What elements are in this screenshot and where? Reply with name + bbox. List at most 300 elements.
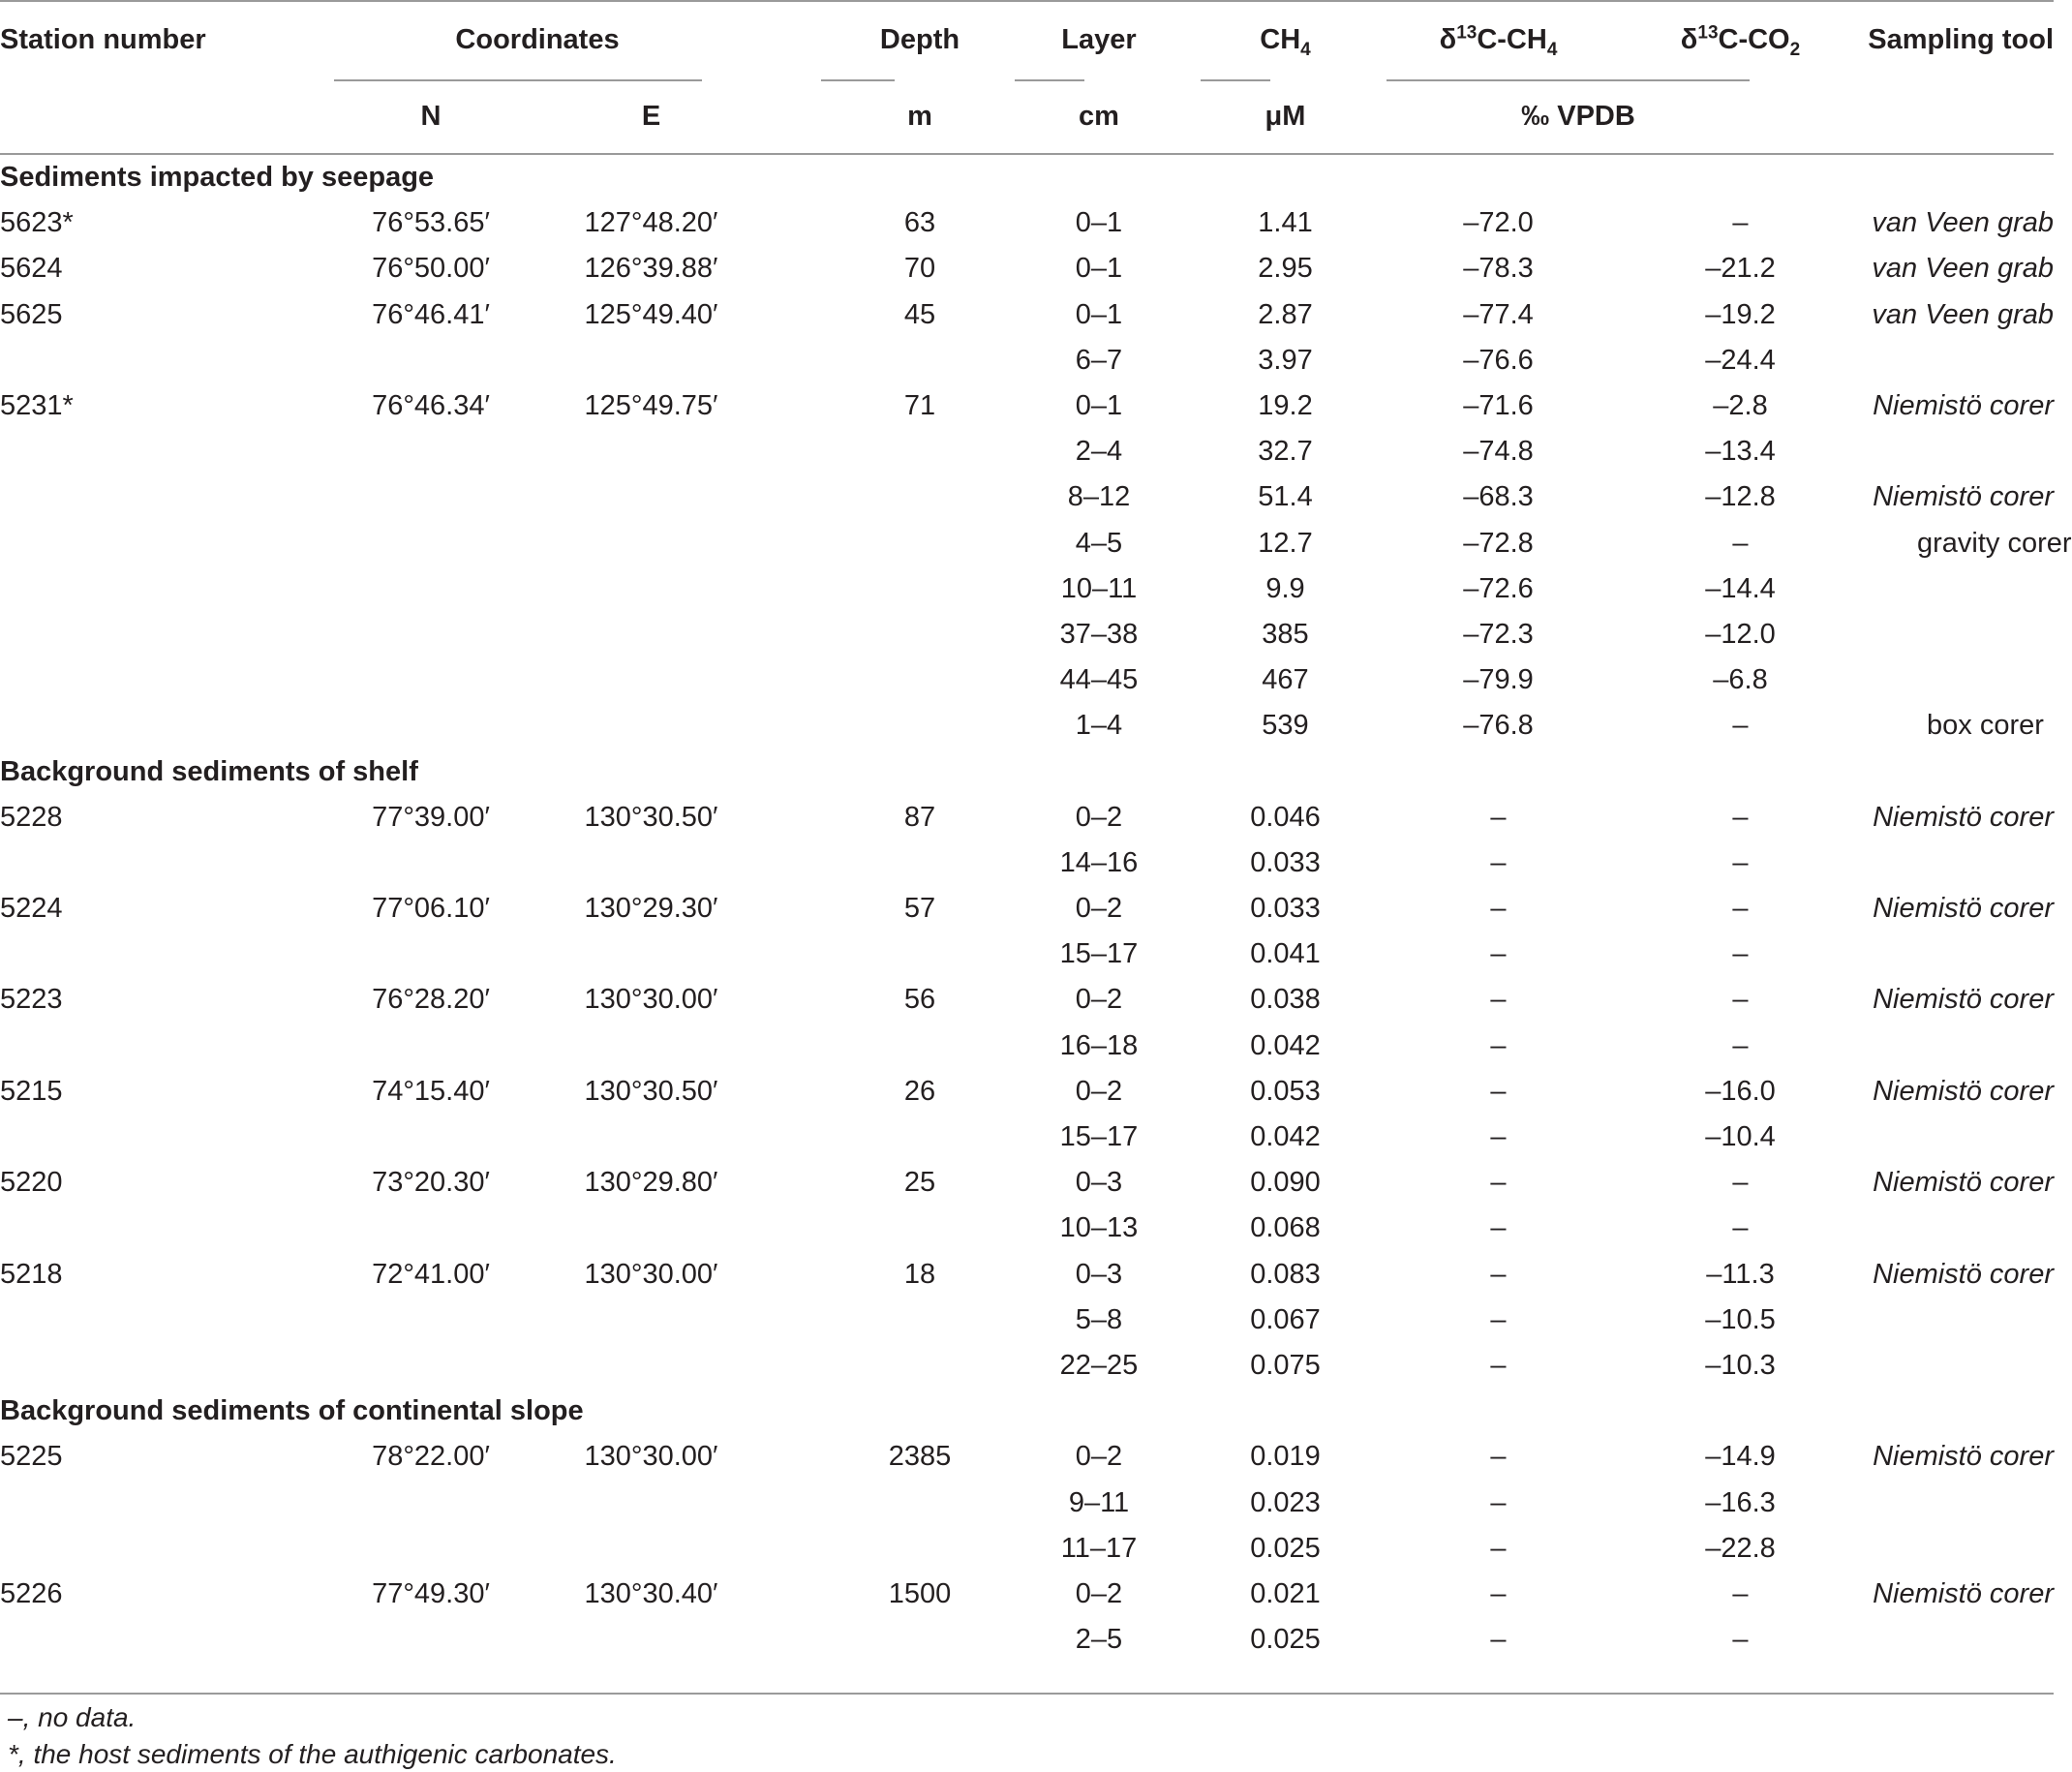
cell-lon-e: 125°49.40′: [584, 298, 718, 330]
cell-d13c-co2: –: [1732, 527, 1749, 559]
cell-ch4: 32.7: [1258, 436, 1313, 468]
cell-ch4: 0.019: [1250, 1441, 1321, 1473]
cell-station: [0, 1343, 320, 1389]
cell-depth: [799, 338, 1002, 383]
header-station-number: Station number: [0, 23, 206, 55]
cell-lat-n: [320, 703, 562, 749]
header-d13c-ch4-sub: 4: [1546, 39, 1558, 60]
cell-station: 5225: [0, 1441, 63, 1473]
cell-layer: 1–4: [1075, 710, 1123, 742]
cell-lat-n: [320, 657, 562, 703]
table-row: [0, 1617, 2054, 1663]
cell-ch4: 0.025: [1250, 1624, 1321, 1656]
cell-sampling-tool: [1859, 338, 2054, 383]
layer-rule: [1015, 79, 1084, 81]
cell-sampling-tool: [1859, 1023, 2054, 1069]
cell-lat-n: [320, 1206, 562, 1251]
header-d13c-co2-sub: 2: [1789, 39, 1801, 60]
header-layer-unit: cm: [1002, 79, 1196, 154]
table-row: [0, 200, 2054, 246]
cell-lon-e: [562, 521, 799, 566]
cell-layer: 15–17: [1059, 938, 1139, 970]
cell-ch4: 0.067: [1250, 1303, 1321, 1335]
header-coordinates: [320, 0, 799, 79]
cell-sampling-tool: [1859, 1480, 2054, 1525]
cell-d13c-ch4: –: [1490, 1258, 1507, 1290]
table-row: [0, 703, 2054, 749]
cell-lon-e: [562, 1526, 799, 1572]
cell-d13c-co2: –: [1732, 1167, 1749, 1199]
cell-depth: [799, 1298, 1002, 1343]
cell-station: 5228: [0, 801, 63, 833]
cell-lat-n: [320, 1480, 562, 1525]
cell-layer: 2–4: [1075, 436, 1123, 468]
cell-depth: 63: [903, 207, 936, 239]
cell-lat-n: [320, 1298, 562, 1343]
cell-ch4: 3.97: [1258, 344, 1313, 376]
table-row: [0, 1115, 2054, 1160]
cell-d13c-co2: –: [1732, 207, 1749, 239]
cell-d13c-ch4: –: [1490, 1624, 1507, 1656]
cell-lon-e: 126°39.88′: [584, 253, 718, 285]
cell-layer: 4–5: [1075, 527, 1123, 559]
cell-ch4: 0.090: [1250, 1167, 1321, 1199]
table-row: [0, 1160, 2054, 1206]
header-d13c-co2-sup: 13: [1697, 21, 1719, 43]
cell-d13c-ch4: –: [1490, 1532, 1507, 1564]
cell-lon-e: [562, 703, 799, 749]
cell-lat-n: [320, 1343, 562, 1389]
header-n: N: [320, 79, 562, 154]
cell-sampling-tool: [1859, 1298, 2054, 1343]
cell-lon-e: 130°30.50′: [584, 1075, 718, 1107]
header-ch4: [1196, 0, 1375, 79]
section-header: [0, 1389, 2054, 1434]
cell-ch4: 0.038: [1250, 984, 1321, 1016]
cell-d13c-co2: –16.3: [1705, 1486, 1776, 1518]
cell-station: [0, 474, 320, 520]
cell-station: [0, 703, 320, 749]
cell-sampling-tool: [1859, 840, 2054, 886]
table-header: [0, 0, 2054, 154]
cell-layer: 8–12: [1067, 481, 1131, 513]
cell-lon-e: 130°29.80′: [584, 1167, 718, 1199]
cell-sampling-tool: [1859, 1617, 2054, 1663]
cell-lat-n: [320, 338, 562, 383]
cell-layer: 0–2: [1075, 1577, 1123, 1609]
cell-d13c-co2: –: [1732, 1212, 1749, 1244]
cell-lon-e: [562, 1480, 799, 1525]
cell-depth: 70: [903, 253, 936, 285]
header-d13c-ch4-sup: 13: [1456, 21, 1478, 43]
cell-depth: 2385: [888, 1441, 952, 1473]
cell-depth: 56: [903, 984, 936, 1016]
cell-layer: 10–11: [1060, 572, 1138, 604]
cell-d13c-ch4: –: [1490, 1212, 1507, 1244]
cell-layer: 0–1: [1075, 253, 1123, 285]
cell-lat-n: 77°39.00′: [372, 801, 490, 833]
cell-station: 5218: [0, 1258, 63, 1290]
cell-station: 5220: [0, 1167, 63, 1199]
cell-lat-n: 76°46.34′: [372, 390, 490, 422]
cell-depth: [799, 840, 1002, 886]
cell-layer: 6–7: [1075, 344, 1123, 376]
cell-depth: [799, 429, 1002, 474]
table-row: [0, 1480, 2054, 1525]
header-d13c-ch4-delta: δ: [1439, 23, 1457, 55]
cell-lon-e: [562, 1298, 799, 1343]
cell-depth: 25: [903, 1167, 936, 1199]
cell-lat-n: [320, 840, 562, 886]
cell-lon-e: [562, 429, 799, 474]
cell-station: [0, 657, 320, 703]
table-row: [0, 1206, 2054, 1251]
section-title: Background sediments of continental slope: [0, 1395, 584, 1427]
cell-sampling-tool: [1859, 657, 2054, 703]
cell-lat-n: 74°15.40′: [372, 1075, 490, 1107]
cell-layer: 0–1: [1075, 207, 1123, 239]
cell-ch4: 0.053: [1250, 1075, 1321, 1107]
cell-d13c-ch4: –: [1490, 1303, 1507, 1335]
table-row: [0, 246, 2054, 291]
cell-lat-n: [320, 521, 562, 566]
cell-lon-e: [562, 1023, 799, 1069]
cell-lon-e: [562, 657, 799, 703]
cell-d13c-ch4: –: [1490, 938, 1507, 970]
cell-ch4: 0.083: [1250, 1258, 1321, 1290]
header-d13c-co2-delta: δ: [1680, 23, 1698, 55]
table-row: [0, 1298, 2054, 1343]
cell-station: [0, 1115, 320, 1160]
header-ch4-sub: 4: [1300, 39, 1311, 60]
cell-d13c-ch4: –74.8: [1463, 436, 1534, 468]
cell-depth: [799, 657, 1002, 703]
cell-lon-e: [562, 338, 799, 383]
cell-depth: [799, 566, 1002, 612]
cell-d13c-co2: –16.0: [1705, 1075, 1776, 1107]
cell-sampling-tool: Niemistö corer: [1873, 390, 2054, 422]
header-blank: [0, 79, 320, 154]
cell-d13c-ch4: –: [1490, 801, 1507, 833]
header-top-rule: [0, 0, 2054, 2]
cell-lat-n: [320, 612, 562, 657]
coordinates-rule: [334, 79, 702, 81]
cell-layer: 0–1: [1075, 390, 1123, 422]
cell-sampling-tool: Niemistö corer: [1873, 1258, 2054, 1290]
cell-lon-e: 130°30.00′: [584, 984, 718, 1016]
cell-d13c-ch4: –: [1490, 1121, 1507, 1153]
cell-d13c-co2: –12.0: [1705, 618, 1776, 650]
header-d13c-co2: [1622, 0, 1859, 79]
cell-ch4: 385: [1262, 618, 1309, 650]
cell-layer: 0–2: [1075, 893, 1123, 925]
cell-d13c-ch4: –68.3: [1463, 481, 1534, 513]
cell-layer: 2–5: [1075, 1624, 1123, 1656]
cell-sampling-tool: box corer: [1927, 710, 2044, 742]
cell-lat-n: [320, 429, 562, 474]
cell-d13c-ch4: –: [1490, 984, 1507, 1016]
cell-d13c-ch4: –76.6: [1463, 344, 1534, 376]
cell-station: 5623*: [0, 207, 74, 239]
cell-depth: [799, 1617, 1002, 1663]
table-row: [0, 1434, 2054, 1480]
cell-depth: 87: [903, 801, 936, 833]
table-row: [0, 1023, 2054, 1069]
cell-lat-n: 76°46.41′: [372, 298, 490, 330]
cell-d13c-ch4: –: [1490, 846, 1507, 878]
table-bottom-rule: [0, 1693, 2054, 1695]
cell-station: 5624: [0, 253, 63, 285]
cell-d13c-ch4: –: [1490, 1486, 1507, 1518]
table-row: [0, 795, 2054, 840]
cell-d13c-co2: –21.2: [1705, 253, 1776, 285]
cell-d13c-ch4: –: [1490, 1349, 1507, 1381]
cell-station: [0, 429, 320, 474]
cell-sampling-tool: [1859, 1343, 2054, 1389]
cell-sampling-tool: van Veen grab: [1872, 207, 2054, 239]
cell-ch4: 51.4: [1258, 481, 1313, 513]
cell-depth: 71: [903, 390, 936, 422]
table-row: [0, 383, 2054, 429]
cell-d13c-ch4: –72.6: [1463, 572, 1534, 604]
cell-sampling-tool: [1859, 932, 2054, 977]
cell-lat-n: 76°28.20′: [372, 984, 490, 1016]
table-row: [0, 521, 2054, 566]
cell-layer: 44–45: [1059, 664, 1139, 696]
cell-station: 5223: [0, 984, 63, 1016]
cell-d13c-co2: –14.9: [1705, 1441, 1776, 1473]
table-row: [0, 566, 2054, 612]
cell-station: 5226: [0, 1577, 63, 1609]
cell-depth: [799, 703, 1002, 749]
cell-lon-e: [562, 1617, 799, 1663]
cell-d13c-co2: –10.3: [1705, 1349, 1776, 1381]
cell-d13c-co2: –11.3: [1706, 1258, 1775, 1290]
cell-d13c-ch4: –: [1490, 1577, 1507, 1609]
table-row: [0, 932, 2054, 977]
cell-lat-n: [320, 1023, 562, 1069]
cell-depth: [799, 612, 1002, 657]
cell-lon-e: 130°30.50′: [584, 801, 718, 833]
header-coordinates-label: Coordinates: [455, 23, 620, 55]
table-row: [0, 338, 2054, 383]
cell-sampling-tool: van Veen grab: [1872, 298, 2054, 330]
cell-depth: 18: [903, 1258, 936, 1290]
cell-depth: 57: [903, 893, 936, 925]
table-row: [0, 474, 2054, 520]
header-layer: Layer: [1061, 23, 1137, 55]
cell-station: [0, 612, 320, 657]
cell-lat-n: 76°53.65′: [372, 207, 490, 239]
cell-sampling-tool: [1859, 566, 2054, 612]
cell-depth: [799, 1115, 1002, 1160]
cell-lat-n: 72°41.00′: [372, 1258, 490, 1290]
cell-depth: [799, 474, 1002, 520]
cell-sampling-tool: [1859, 1206, 2054, 1251]
cell-lat-n: 73°20.30′: [372, 1167, 490, 1199]
section-header: [0, 749, 2054, 794]
cell-d13c-co2: –12.8: [1705, 481, 1776, 513]
cell-layer: 14–16: [1059, 846, 1139, 878]
cell-lat-n: [320, 566, 562, 612]
table-body: [0, 154, 2072, 1663]
cell-d13c-ch4: –79.9: [1463, 664, 1534, 696]
cell-sampling-tool: van Veen grab: [1872, 253, 2054, 285]
cell-d13c-ch4: –: [1490, 1029, 1507, 1061]
cell-d13c-ch4: –: [1490, 1441, 1507, 1473]
section-header: [0, 154, 2054, 200]
header-d13c-ch4: [1375, 0, 1622, 79]
cell-sampling-tool: Niemistö corer: [1873, 481, 2054, 513]
cell-ch4: 0.025: [1250, 1532, 1321, 1564]
cell-sampling-tool: Niemistö corer: [1873, 1577, 2054, 1609]
cell-d13c-co2: –14.4: [1705, 572, 1776, 604]
cell-d13c-ch4: –77.4: [1463, 298, 1534, 330]
cell-d13c-ch4: –: [1490, 1167, 1507, 1199]
cell-d13c-co2: –10.5: [1705, 1303, 1776, 1335]
cell-sampling-tool: Niemistö corer: [1873, 1167, 2054, 1199]
cell-lat-n: [320, 932, 562, 977]
cell-station: [0, 1526, 320, 1572]
cell-layer: 5–8: [1075, 1303, 1123, 1335]
cell-lon-e: 130°30.00′: [584, 1441, 718, 1473]
cell-station: [0, 1298, 320, 1343]
table-row: [0, 1343, 2054, 1389]
cell-ch4: 0.075: [1250, 1349, 1321, 1381]
header-blank-tool: [1859, 79, 2054, 154]
table-row: [0, 886, 2054, 932]
cell-station: [0, 566, 320, 612]
cell-layer: 0–2: [1075, 1075, 1123, 1107]
cell-depth: 1500: [888, 1577, 952, 1609]
cell-depth: [799, 1023, 1002, 1069]
cell-sampling-tool: Niemistö corer: [1873, 893, 2054, 925]
cell-depth: [799, 521, 1002, 566]
cell-sampling-tool: Niemistö corer: [1873, 984, 2054, 1016]
cell-lat-n: 76°50.00′: [372, 253, 490, 285]
cell-depth: [799, 1480, 1002, 1525]
cell-layer: 0–2: [1075, 801, 1123, 833]
header-sampling-tool: Sampling tool: [1868, 23, 2054, 55]
cell-d13c-ch4: –78.3: [1463, 253, 1534, 285]
cell-lat-n: [320, 1115, 562, 1160]
cell-lon-e: 130°29.30′: [584, 893, 718, 925]
cell-d13c-co2: –10.4: [1705, 1121, 1776, 1153]
cell-station: 5625: [0, 298, 63, 330]
cell-station: [0, 1617, 320, 1663]
cell-layer: 0–2: [1075, 984, 1123, 1016]
cell-ch4: 0.023: [1250, 1486, 1321, 1518]
cell-d13c-co2: –: [1732, 801, 1749, 833]
cell-layer: 0–2: [1075, 1441, 1123, 1473]
cell-sampling-tool: [1859, 429, 2054, 474]
cell-sampling-tool: [1859, 612, 2054, 657]
cell-depth: [799, 1343, 1002, 1389]
cell-lon-e: [562, 474, 799, 520]
table-row: [0, 429, 2054, 474]
cell-sampling-tool: [1859, 1115, 2054, 1160]
cell-d13c-co2: –2.8: [1713, 390, 1768, 422]
cell-sampling-tool: Niemistö corer: [1873, 1441, 2054, 1473]
cell-ch4: 2.87: [1258, 298, 1313, 330]
header-ch4-unit: μM: [1196, 79, 1375, 154]
header-ch4-text: CH: [1260, 23, 1301, 55]
cell-layer: 11–17: [1060, 1532, 1138, 1564]
cell-ch4: 0.068: [1250, 1212, 1321, 1244]
cell-d13c-ch4: –72.0: [1463, 207, 1534, 239]
cell-d13c-co2: –: [1732, 1029, 1749, 1061]
cell-layer: 9–11: [1068, 1486, 1130, 1518]
cell-d13c-co2: –24.4: [1705, 344, 1776, 376]
cell-d13c-ch4: –72.3: [1463, 618, 1534, 650]
table-row: [0, 1252, 2054, 1298]
cell-lon-e: [562, 612, 799, 657]
table-row: [0, 977, 2054, 1023]
cell-d13c-ch4: –: [1490, 1075, 1507, 1107]
cell-station: [0, 840, 320, 886]
cell-d13c-co2: –: [1732, 846, 1749, 878]
table-row: [0, 1572, 2054, 1617]
cell-layer: 0–3: [1075, 1167, 1123, 1199]
cell-layer: 10–13: [1059, 1212, 1139, 1244]
table-row: [0, 1069, 2054, 1115]
cell-depth: [799, 1526, 1002, 1572]
cell-ch4: 0.033: [1250, 893, 1321, 925]
cell-station: [0, 1206, 320, 1251]
ch4-rule: [1201, 79, 1270, 81]
cell-d13c-co2: –19.2: [1705, 298, 1776, 330]
cell-sampling-tool: gravity corer: [1917, 527, 2072, 559]
cell-d13c-co2: –: [1732, 1577, 1749, 1609]
depth-rule: [821, 79, 895, 81]
cell-d13c-co2: –: [1732, 710, 1749, 742]
cell-d13c-co2: –: [1732, 984, 1749, 1016]
header-isotope-unit: ‰ VPDB: [1375, 79, 1859, 154]
cell-layer: 0–3: [1075, 1258, 1123, 1290]
cell-lon-e: [562, 932, 799, 977]
header-e: E: [562, 79, 799, 154]
section-title: Sediments impacted by seepage: [0, 162, 435, 194]
section-title: Background sediments of shelf: [0, 755, 418, 787]
footnote-host-sediments: *, the host sediments of the authigenic carbonates.: [8, 1739, 617, 1769]
cell-lat-n: 77°49.30′: [372, 1577, 490, 1609]
cell-ch4: 1.41: [1258, 207, 1313, 239]
cell-ch4: 0.042: [1250, 1029, 1321, 1061]
cell-layer: 22–25: [1059, 1349, 1139, 1381]
cell-ch4: 539: [1262, 710, 1309, 742]
cell-lon-e: 130°30.40′: [584, 1577, 718, 1609]
cell-depth: [799, 1206, 1002, 1251]
cell-lat-n: [320, 1526, 562, 1572]
cell-sampling-tool: [1859, 1526, 2054, 1572]
cell-ch4: 0.046: [1250, 801, 1321, 833]
table-row: [0, 612, 2054, 657]
header-d13c-co2-text: C-CO: [1718, 23, 1790, 55]
cell-station: [0, 338, 320, 383]
cell-layer: 16–18: [1059, 1029, 1139, 1061]
cell-d13c-co2: –: [1732, 938, 1749, 970]
footnote-no-data: –, no data.: [8, 1702, 137, 1732]
cell-layer: 0–1: [1075, 298, 1123, 330]
cell-d13c-ch4: –76.8: [1463, 710, 1534, 742]
cell-sampling-tool: Niemistö corer: [1873, 1075, 2054, 1107]
cell-layer: 37–38: [1059, 618, 1139, 650]
header-depth-unit: m: [799, 79, 1002, 154]
cell-lon-e: [562, 566, 799, 612]
cell-lat-n: 77°06.10′: [372, 893, 490, 925]
cell-depth: 45: [903, 298, 936, 330]
cell-sampling-tool: Niemistö corer: [1873, 801, 2054, 833]
